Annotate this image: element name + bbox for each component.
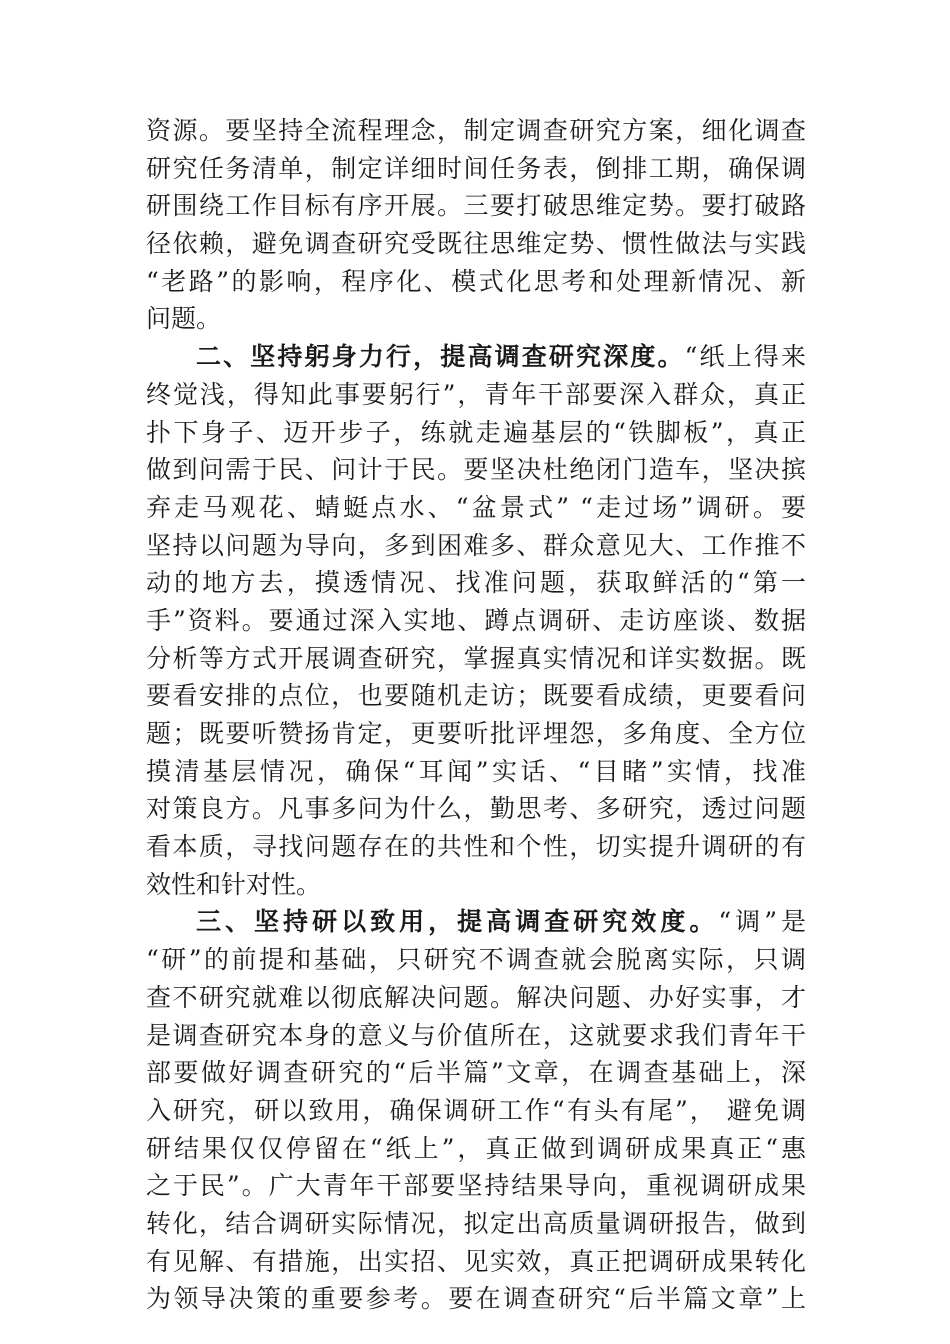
- text-line: 弃走马观花、蜻蜓点水、“盆景式” “走过场”调研。要: [146, 492, 806, 522]
- text-line: 转化，结合调研实际情况，拟定出高质量调研报告，做到: [146, 1208, 806, 1238]
- text-line: 是调查研究本身的意义与价值所在，这就要求我们青年干: [146, 1020, 806, 1050]
- text-line: 研围绕工作目标有序开展。三要打破思维定势。要打破路: [146, 191, 806, 221]
- text-line: 看本质，寻找问题存在的共性和个性，切实提升调研的有: [146, 832, 806, 862]
- paragraph-first-line: [146, 338, 806, 376]
- text-line: 问题。: [146, 304, 222, 334]
- paragraph-2: [146, 338, 806, 903]
- text-line: 扑下身子、迈开步子，练就走遍基层的“铁脚板”，真正: [146, 417, 806, 447]
- text-line: 坚持以问题为导向，多到困难多、群众意见大、工作推不: [146, 530, 806, 560]
- text-line: 要看安排的点位，也要随机走访；既要看成绩，更要看问: [146, 681, 806, 711]
- text-line: 查不研究就难以彻底解决问题。解决问题、办好实事，才: [146, 982, 806, 1012]
- text-line: 分析等方式开展调查研究，掌握真实情况和详实数据。既: [146, 643, 806, 673]
- text-line: “老路”的影响，程序化、模式化思考和处理新情况、新: [146, 266, 806, 296]
- text-line: 手”资料。要通过深入实地、蹲点调研、走访座谈、数据: [146, 605, 806, 635]
- text-line: 研究任务清单，制定详细时间任务表，倒排工期，确保调: [146, 153, 806, 183]
- text-line: 对策良方。凡事多问为什么，勤思考、多研究，透过问题: [146, 794, 806, 824]
- text-line: 有见解、有措施，出实招、见实效，真正把调研成果转化: [146, 1246, 806, 1276]
- text-line: 径依赖，避免调查研究受既往思维定势、惯性做法与实践: [146, 229, 806, 259]
- text-line: 动的地方去，摸透情况、找准问题，获取鲜活的“第一: [146, 568, 806, 598]
- text-run: “纸上得来: [684, 342, 806, 372]
- section-heading-3: 三、坚持研以致用，提高调查研究效度。: [196, 907, 719, 937]
- section-heading-2: 二、坚持躬身力行，提高调查研究深度。: [196, 342, 685, 372]
- text-line: 终觉浅，得知此事要躬行”，青年干部要深入群众，真正: [146, 379, 806, 409]
- paragraph-first-line: [146, 903, 806, 941]
- text-line: 之于民”。广大青年干部要坚持结果导向，重视调研成果: [146, 1171, 806, 1201]
- paragraph-1: [146, 112, 806, 338]
- text-line: 入研究，研以致用，确保调研工作“有头有尾”， 避免调: [146, 1095, 806, 1125]
- text-line: 为领导决策的重要参考。要在调查研究“后半篇文章”上: [146, 1284, 806, 1314]
- text-line: 效性和针对性。: [146, 869, 322, 899]
- text-line: 部要做好调查研究的“后半篇”文章，在调查基础上，深: [146, 1058, 806, 1088]
- text-line: 摸清基层情况，确保“耳闻”实话、“目睹”实情，找准: [146, 756, 806, 786]
- text-line: 研结果仅仅停留在“纸上”，真正做到调研成果真正“惠: [146, 1133, 806, 1163]
- text-run: “调”是: [718, 907, 806, 937]
- text-line: “研”的前提和基础，只研究不调查就会脱离实际，只调: [146, 945, 806, 975]
- text-line: 做到问需于民、问计于民。要坚决杜绝闭门造车，坚决摈: [146, 455, 806, 485]
- paragraph-3: [146, 903, 806, 1318]
- text-line: 题；既要听赞扬肯定，更要听批评埋怨，多角度、全方位: [146, 719, 806, 748]
- text-line: 资源。要坚持全流程理念，制定调查研究方案，细化调查: [146, 116, 806, 145]
- document-page: [146, 112, 806, 1318]
